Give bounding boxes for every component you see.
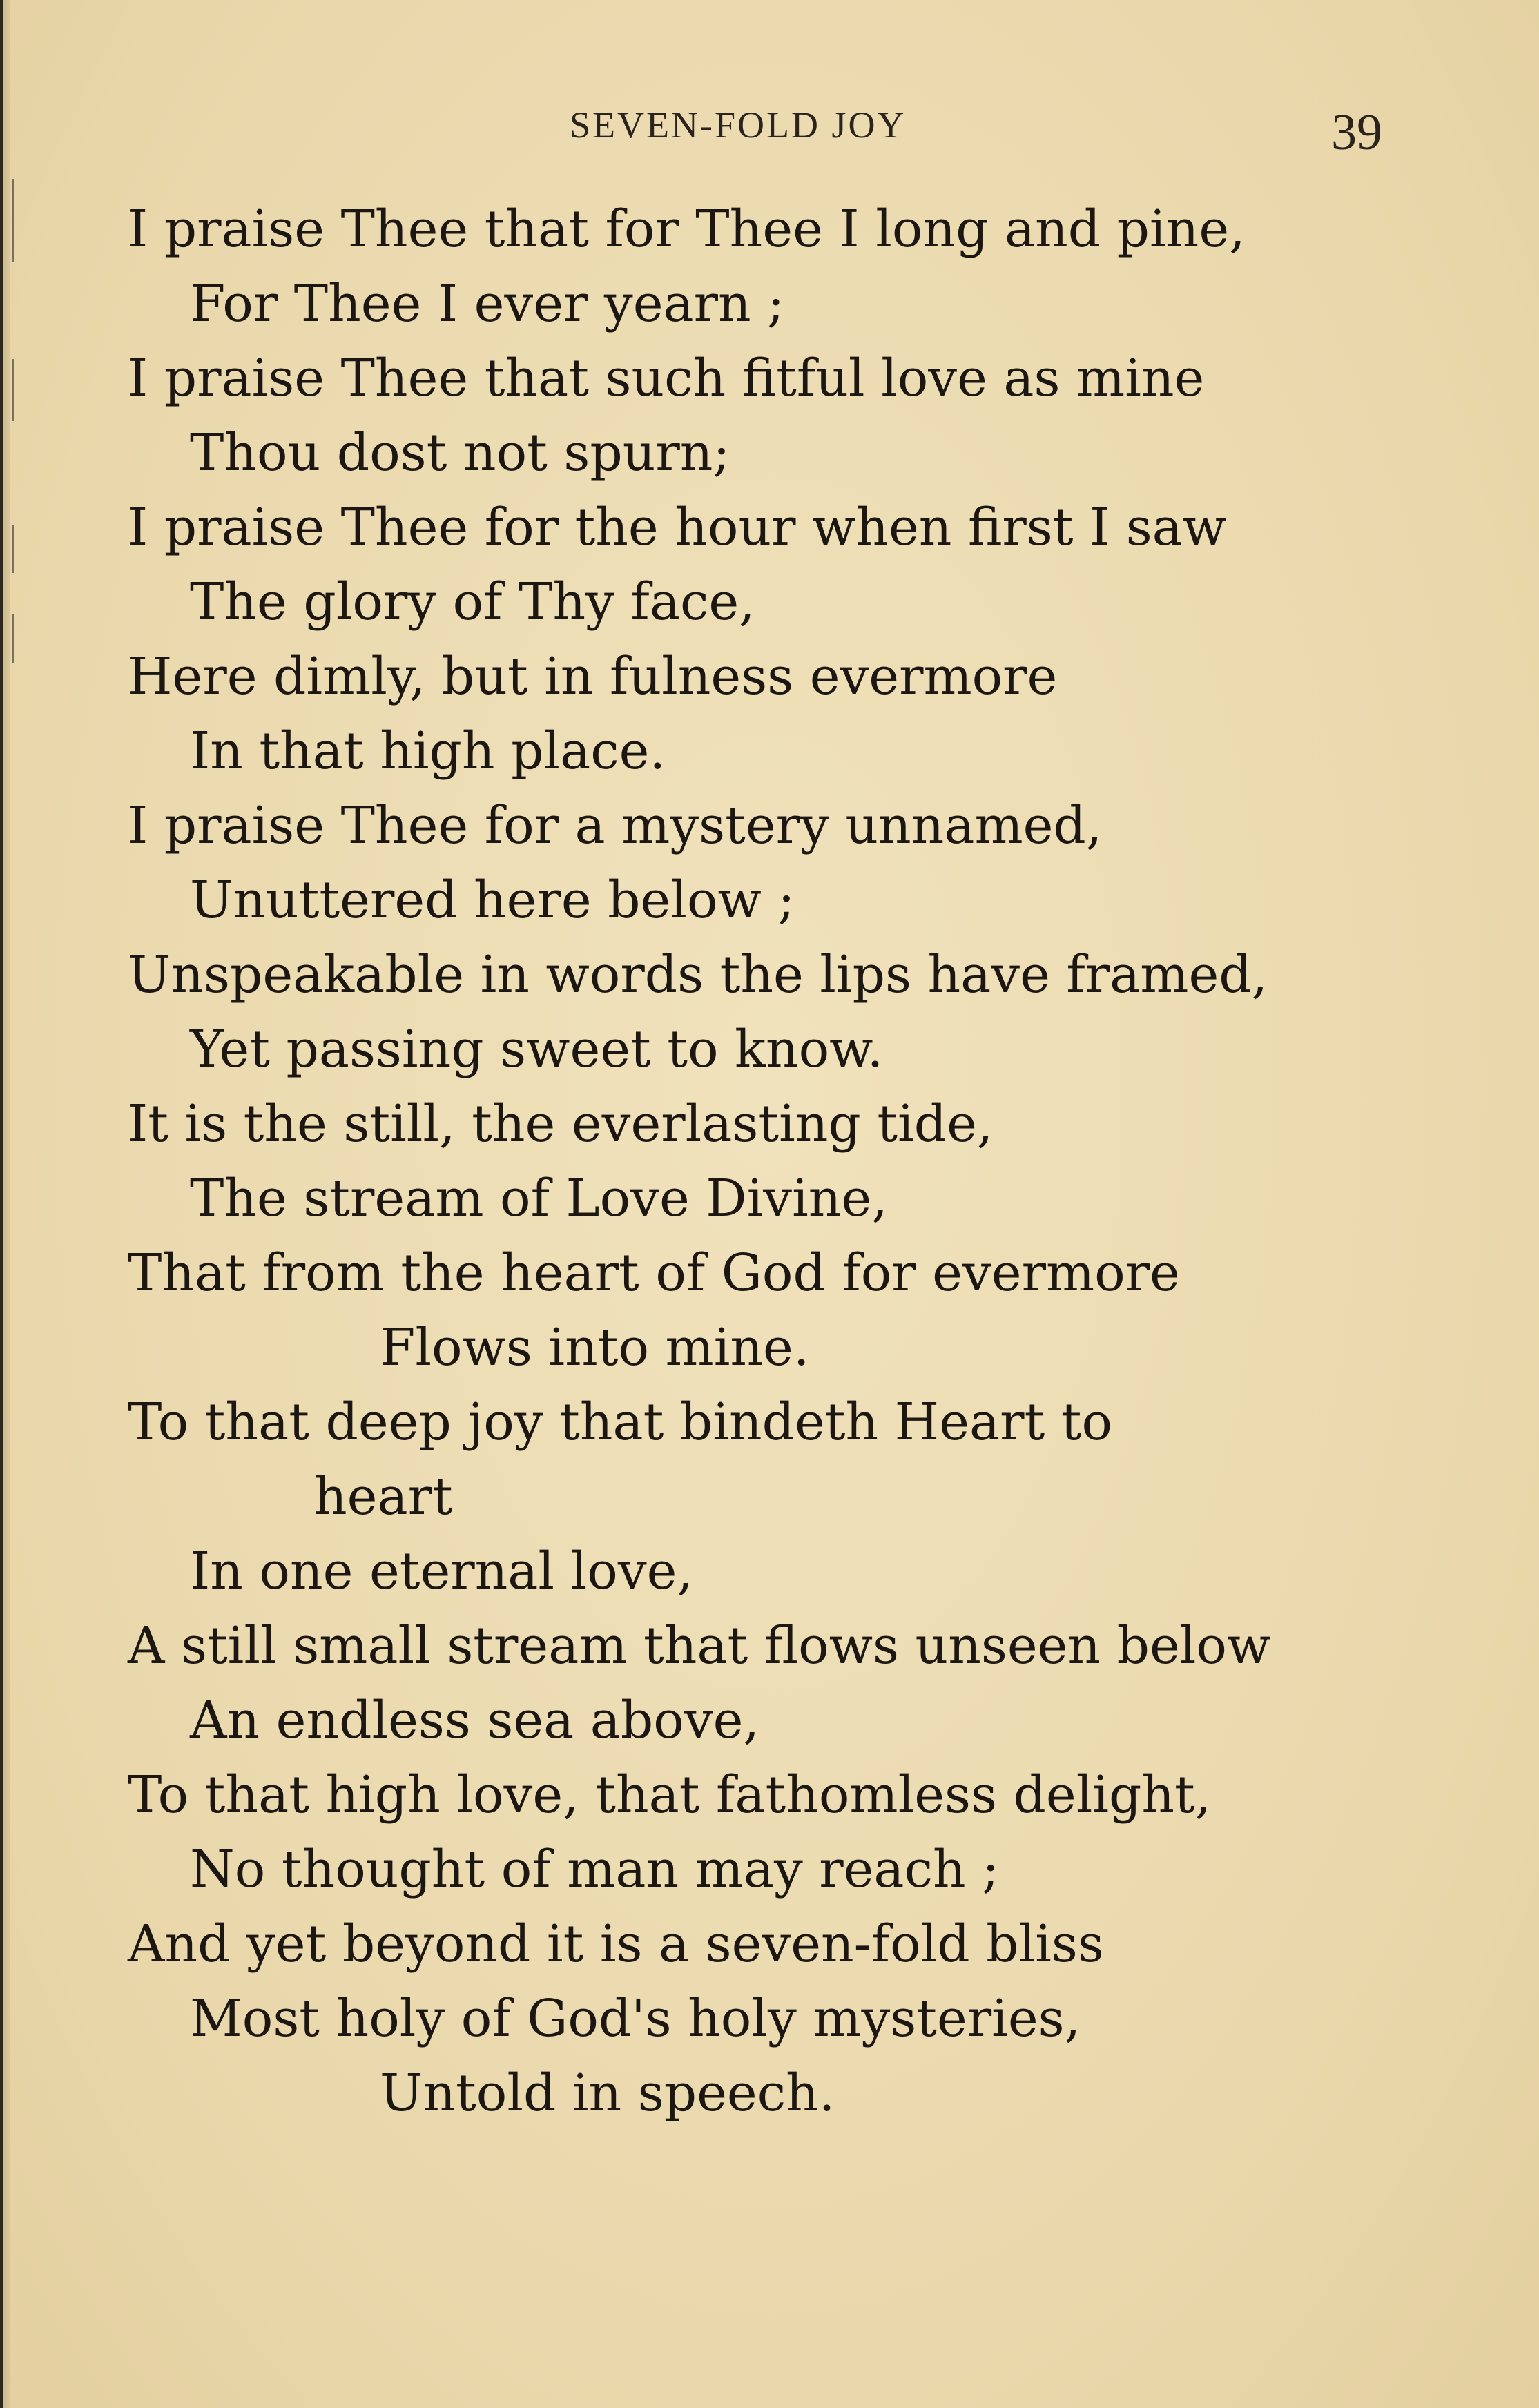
poem-line: Thou dost not spurn; xyxy=(190,423,730,483)
poem-line: For Thee I ever yearn ; xyxy=(190,274,785,333)
poem-line: To that deep joy that bindeth Heart to xyxy=(128,1392,1113,1452)
poem-line: That from the heart of God for evermore xyxy=(128,1243,1180,1303)
binding-mark xyxy=(12,614,14,663)
poem-line: Unuttered here below ; xyxy=(190,871,795,930)
binding-edge xyxy=(0,0,10,2408)
poem-line: I praise Thee for the hour when first I saw xyxy=(128,498,1227,557)
poem-line: In one eternal love, xyxy=(190,1542,693,1601)
poem-line: In that high place. xyxy=(190,721,666,781)
poem-line: I praise Thee that such fitful love as mine xyxy=(128,349,1205,408)
poem-line: An endless sea above, xyxy=(190,1691,759,1750)
poem-line: Flows into mine. xyxy=(380,1318,810,1377)
poem-line: It is the still, the everlasting tide, xyxy=(128,1094,994,1154)
poem-line: heart xyxy=(314,1467,453,1526)
binding-mark xyxy=(12,179,14,262)
poem-line: Most holy of God's holy mysteries, xyxy=(190,1989,1081,2048)
poem-line: To that high love, that fathomless delight, xyxy=(128,1765,1212,1825)
poem-line: The stream of Love Divine, xyxy=(190,1169,888,1228)
poem-line: And yet beyond it is a seven-fold bliss xyxy=(128,1914,1104,1974)
poem-line: A still small stream that flows unseen below xyxy=(128,1616,1271,1676)
binding-mark xyxy=(12,359,14,421)
poem-line: No thought of man may reach ; xyxy=(190,1840,1000,1899)
poem-line: I praise Thee that for Thee I long and pine, xyxy=(128,200,1246,259)
running-title: SEVEN-FOLD JOY xyxy=(570,104,907,146)
page-number: 39 xyxy=(1331,104,1382,161)
poem-line: Unspeakable in words the lips have framed, xyxy=(128,945,1268,1004)
binding-mark xyxy=(12,525,14,573)
poem-line: Yet passing sweet to know. xyxy=(190,1020,884,1079)
poem-line: The glory of Thy face, xyxy=(190,572,755,632)
poem-line: Here dimly, but in fulness evermore xyxy=(128,647,1058,706)
poem-line: I praise Thee for a mystery unnamed, xyxy=(128,796,1103,855)
poem-line: Untold in speech. xyxy=(380,2064,835,2123)
